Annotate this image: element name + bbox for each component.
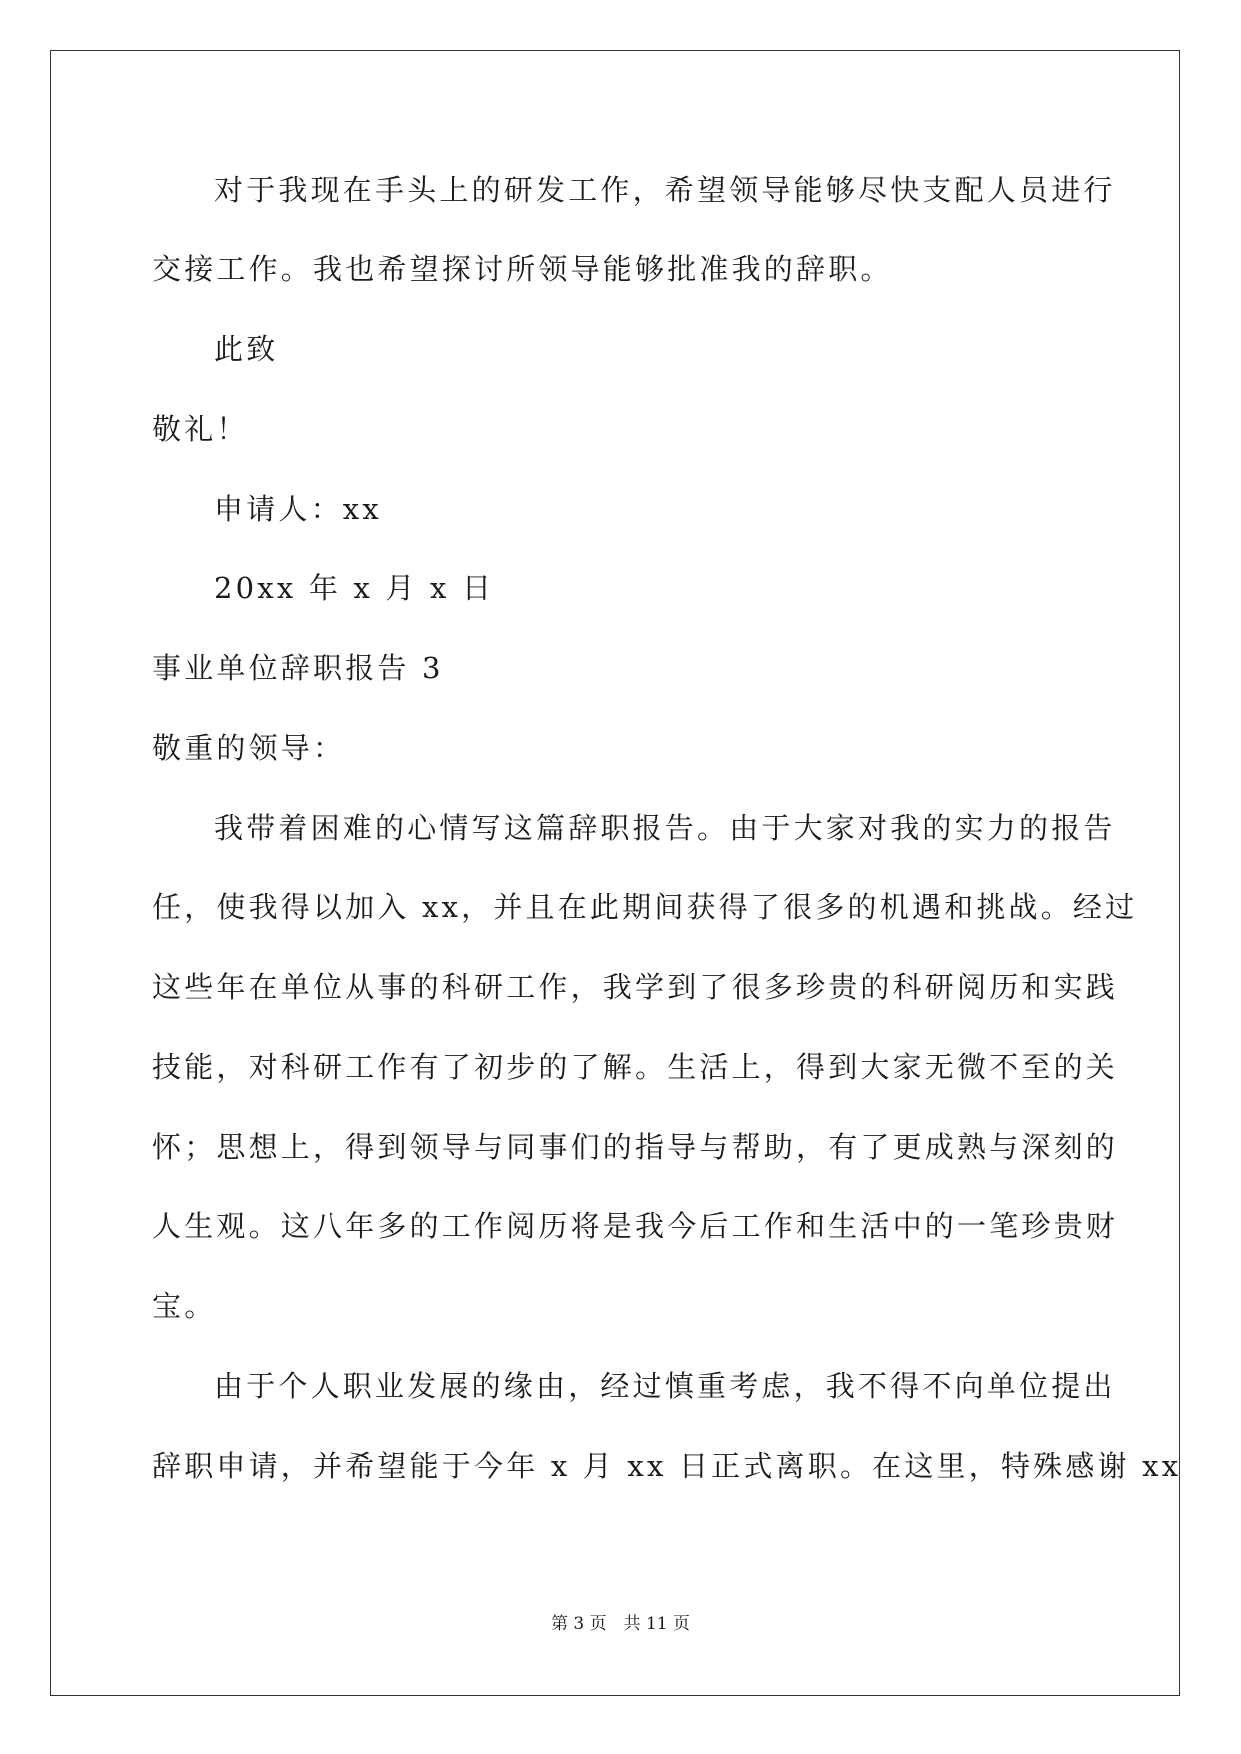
paragraph-line: 我带着困难的心情写这篇辞职报告。由于大家对我的实力的报告 <box>214 811 1116 845</box>
greeting-line: 敬重的领导： <box>152 731 346 765</box>
applicant-line: 申请人：xx <box>214 492 382 526</box>
page-number-footer: 第 3 页 共 11 页 <box>550 1614 691 1634</box>
salutation-line: 此致 <box>214 332 279 366</box>
paragraph-line: 对于我现在手头上的研发工作，希望领导能够尽快支配人员进行 <box>214 173 1116 207</box>
section-heading: 事业单位辞职报告 3 <box>152 651 444 685</box>
paragraph-line: 技能，对科研工作有了初步的了解。生活上，得到大家无微不至的关 <box>152 1050 1119 1084</box>
paragraph-line: 由于个人职业发展的缘由，经过慎重考虑，我不得不向单位提出 <box>214 1369 1116 1403</box>
paragraph-line: 人生观。这八年多的工作阅历将是我今后工作和生活中的一笔珍贵财 <box>152 1209 1119 1243</box>
date-line: 20xx 年 x 月 x 日 <box>214 571 495 605</box>
paragraph-line: 这些年在单位从事的科研工作，我学到了很多珍贵的科研阅历和实践 <box>152 970 1119 1004</box>
paragraph-line: 辞职申请，并希望能于今年 x 月 xx 日正式离职。在这里，特殊感谢 xx <box>152 1449 1182 1483</box>
closing-line: 敬礼！ <box>152 412 249 446</box>
paragraph-line: 怀；思想上，得到领导与同事们的指导与帮助，有了更成熟与深刻的 <box>152 1130 1119 1164</box>
paragraph-line: 任，使我得以加入 xx，并且在此期间获得了很多的机遇和挑战。经过 <box>152 890 1138 924</box>
paragraph-line: 宝。 <box>152 1289 217 1323</box>
paragraph-line: 交接工作。我也希望探讨所领导能够批准我的辞职。 <box>152 252 893 286</box>
